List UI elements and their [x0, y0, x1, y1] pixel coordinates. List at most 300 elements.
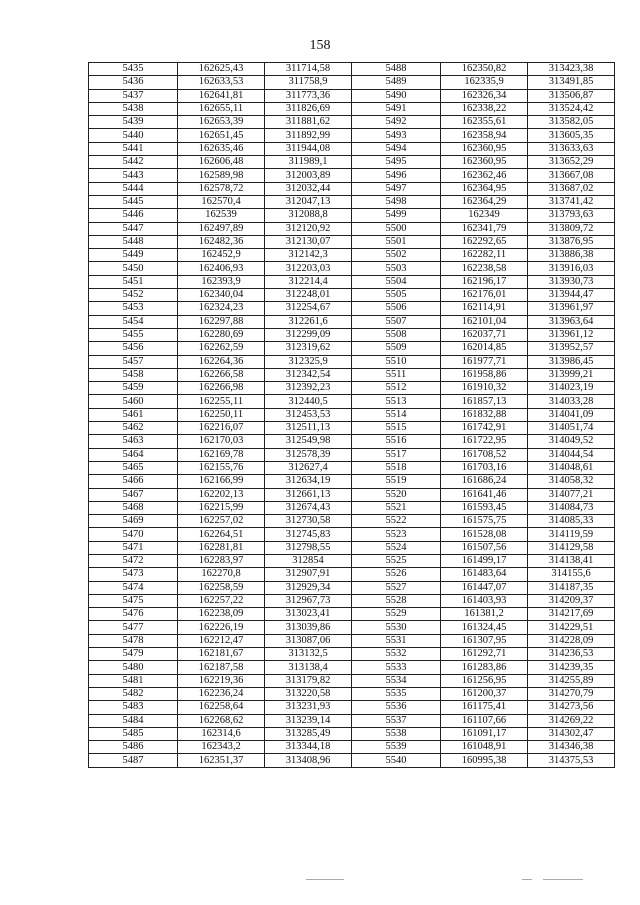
table-row	[89, 448, 615, 461]
point-number-right: 5538	[352, 727, 441, 740]
y-coordinate-left: 313285,49	[265, 727, 352, 740]
table-row	[89, 435, 615, 448]
x-coordinate-left: 162181,67	[178, 648, 265, 661]
point-number-right: 5503	[352, 262, 441, 275]
y-coordinate-left: 312730,58	[265, 515, 352, 528]
y-coordinate-right: 314155,6	[528, 568, 615, 581]
point-number-left: 5473	[89, 568, 178, 581]
table-row	[89, 182, 615, 195]
x-coordinate-left: 162633,53	[178, 76, 265, 89]
point-number-left: 5447	[89, 222, 178, 235]
x-coordinate-right: 161256,95	[441, 674, 528, 687]
y-coordinate-left: 312032,44	[265, 182, 352, 195]
x-coordinate-left: 162212,47	[178, 634, 265, 647]
x-coordinate-right: 161593,45	[441, 501, 528, 514]
y-coordinate-right: 314033,28	[528, 395, 615, 408]
x-coordinate-left: 162393,9	[178, 275, 265, 288]
y-coordinate-right: 313423,38	[528, 63, 615, 76]
y-coordinate-right: 314187,35	[528, 581, 615, 594]
y-coordinate-right: 314269,22	[528, 714, 615, 727]
x-coordinate-right: 162355,61	[441, 116, 528, 129]
x-coordinate-right: 162338,22	[441, 102, 528, 115]
table-row	[89, 249, 615, 262]
point-number-right: 5530	[352, 621, 441, 634]
point-number-left: 5457	[89, 355, 178, 368]
y-coordinate-left: 312661,13	[265, 488, 352, 501]
x-coordinate-right: 162349	[441, 209, 528, 222]
point-number-left: 5459	[89, 382, 178, 395]
y-coordinate-right: 313667,08	[528, 169, 615, 182]
point-number-right: 5524	[352, 541, 441, 554]
x-coordinate-right: 162362,46	[441, 169, 528, 182]
y-coordinate-right: 314228,09	[528, 634, 615, 647]
x-coordinate-left: 162264,51	[178, 528, 265, 541]
x-coordinate-right: 161499,17	[441, 554, 528, 567]
y-coordinate-right: 314229,51	[528, 621, 615, 634]
table-row	[89, 594, 615, 607]
x-coordinate-right: 162101,04	[441, 315, 528, 328]
x-coordinate-right: 161175,41	[441, 701, 528, 714]
y-coordinate-right: 314085,33	[528, 515, 615, 528]
table-row	[89, 528, 615, 541]
table-row	[89, 142, 615, 155]
x-coordinate-left: 162250,11	[178, 408, 265, 421]
point-number-right: 5522	[352, 515, 441, 528]
point-number-right: 5489	[352, 76, 441, 89]
x-coordinate-left: 162651,45	[178, 129, 265, 142]
x-coordinate-left: 162452,9	[178, 249, 265, 262]
x-coordinate-right: 161307,95	[441, 634, 528, 647]
x-coordinate-left: 162266,58	[178, 368, 265, 381]
y-coordinate-right: 313930,73	[528, 275, 615, 288]
x-coordinate-left: 162266,98	[178, 382, 265, 395]
x-coordinate-left: 162641,81	[178, 89, 265, 102]
point-number-left: 5464	[89, 448, 178, 461]
point-number-left: 5445	[89, 195, 178, 208]
x-coordinate-left: 162258,64	[178, 701, 265, 714]
point-number-left: 5472	[89, 554, 178, 567]
x-coordinate-right: 162326,34	[441, 89, 528, 102]
x-coordinate-left: 162202,13	[178, 488, 265, 501]
y-coordinate-left: 311881,62	[265, 116, 352, 129]
table-row	[89, 382, 615, 395]
point-number-left: 5454	[89, 315, 178, 328]
x-coordinate-right: 162282,11	[441, 249, 528, 262]
x-coordinate-right: 162364,29	[441, 195, 528, 208]
x-coordinate-right: 162292,65	[441, 235, 528, 248]
table-row	[89, 235, 615, 248]
point-number-left: 5465	[89, 461, 178, 474]
y-coordinate-right: 313916,03	[528, 262, 615, 275]
table-row	[89, 608, 615, 621]
point-number-left: 5436	[89, 76, 178, 89]
table-row	[89, 102, 615, 115]
x-coordinate-right: 162341,79	[441, 222, 528, 235]
y-coordinate-right: 313491,85	[528, 76, 615, 89]
x-coordinate-left: 162351,37	[178, 754, 265, 767]
point-number-left: 5448	[89, 235, 178, 248]
y-coordinate-right: 313605,35	[528, 129, 615, 142]
x-coordinate-left: 162257,02	[178, 515, 265, 528]
y-coordinate-left: 312254,67	[265, 302, 352, 315]
table-row	[89, 687, 615, 700]
point-number-left: 5460	[89, 395, 178, 408]
table-row	[89, 355, 615, 368]
y-coordinate-left: 313132,5	[265, 648, 352, 661]
point-number-right: 5496	[352, 169, 441, 182]
point-number-left: 5477	[89, 621, 178, 634]
table-row	[89, 754, 615, 767]
point-number-left: 5443	[89, 169, 178, 182]
table-row	[89, 156, 615, 169]
y-coordinate-right: 313886,38	[528, 249, 615, 262]
x-coordinate-left: 162219,36	[178, 674, 265, 687]
point-number-left: 5482	[89, 687, 178, 700]
point-number-left: 5437	[89, 89, 178, 102]
point-number-left: 5435	[89, 63, 178, 76]
y-coordinate-left: 311892,99	[265, 129, 352, 142]
point-number-right: 5490	[352, 89, 441, 102]
point-number-left: 5455	[89, 328, 178, 341]
y-coordinate-left: 312299,09	[265, 328, 352, 341]
table-row	[89, 568, 615, 581]
y-coordinate-left: 312440,5	[265, 395, 352, 408]
table-row	[89, 368, 615, 381]
table-row	[89, 262, 615, 275]
x-coordinate-left: 162625,43	[178, 63, 265, 76]
point-number-left: 5461	[89, 408, 178, 421]
point-number-right: 5516	[352, 435, 441, 448]
x-coordinate-right: 161381,2	[441, 608, 528, 621]
x-coordinate-left: 162257,22	[178, 594, 265, 607]
x-coordinate-right: 161641,46	[441, 488, 528, 501]
y-coordinate-right: 314023,19	[528, 382, 615, 395]
y-coordinate-left: 311758,9	[265, 76, 352, 89]
point-number-left: 5481	[89, 674, 178, 687]
x-coordinate-left: 162155,76	[178, 461, 265, 474]
point-number-left: 5439	[89, 116, 178, 129]
point-number-left: 5469	[89, 515, 178, 528]
x-coordinate-left: 162539	[178, 209, 265, 222]
table-row	[89, 422, 615, 435]
table-row	[89, 634, 615, 647]
y-coordinate-right: 314236,53	[528, 648, 615, 661]
x-coordinate-right: 161686,24	[441, 475, 528, 488]
point-number-left: 5450	[89, 262, 178, 275]
point-number-left: 5458	[89, 368, 178, 381]
y-coordinate-left: 311826,69	[265, 102, 352, 115]
point-number-right: 5539	[352, 741, 441, 754]
x-coordinate-right: 161832,88	[441, 408, 528, 421]
x-coordinate-left: 162324,23	[178, 302, 265, 315]
y-coordinate-right: 314217,69	[528, 608, 615, 621]
point-number-right: 5512	[352, 382, 441, 395]
y-coordinate-right: 314058,32	[528, 475, 615, 488]
table-row	[89, 169, 615, 182]
y-coordinate-left: 311714,58	[265, 63, 352, 76]
y-coordinate-left: 312120,92	[265, 222, 352, 235]
point-number-right: 5534	[352, 674, 441, 687]
table-row	[89, 501, 615, 514]
y-coordinate-right: 313633,63	[528, 142, 615, 155]
point-number-right: 5536	[352, 701, 441, 714]
x-coordinate-right: 161722,95	[441, 435, 528, 448]
point-number-right: 5504	[352, 275, 441, 288]
footer-line	[543, 879, 583, 880]
point-number-right: 5506	[352, 302, 441, 315]
y-coordinate-right: 314239,35	[528, 661, 615, 674]
point-number-right: 5520	[352, 488, 441, 501]
point-number-left: 5470	[89, 528, 178, 541]
y-coordinate-right: 313582,05	[528, 116, 615, 129]
x-coordinate-left: 162166,99	[178, 475, 265, 488]
x-coordinate-right: 161483,64	[441, 568, 528, 581]
y-coordinate-left: 313023,41	[265, 608, 352, 621]
y-coordinate-left: 313344,18	[265, 741, 352, 754]
x-coordinate-right: 160995,38	[441, 754, 528, 767]
footer-marks	[0, 879, 640, 881]
x-coordinate-left: 162255,11	[178, 395, 265, 408]
y-coordinate-left: 313039,86	[265, 621, 352, 634]
x-coordinate-right: 162335,9	[441, 76, 528, 89]
x-coordinate-left: 162281,81	[178, 541, 265, 554]
point-number-right: 5492	[352, 116, 441, 129]
table-row	[89, 701, 615, 714]
table-row	[89, 395, 615, 408]
point-number-left: 5475	[89, 594, 178, 607]
y-coordinate-left: 312130,07	[265, 235, 352, 248]
table-row	[89, 209, 615, 222]
y-coordinate-left: 312634,19	[265, 475, 352, 488]
y-coordinate-left: 312453,53	[265, 408, 352, 421]
y-coordinate-left: 312325,9	[265, 355, 352, 368]
point-number-left: 5451	[89, 275, 178, 288]
y-coordinate-right: 313793,63	[528, 209, 615, 222]
x-coordinate-right: 162114,91	[441, 302, 528, 315]
y-coordinate-left: 313220,58	[265, 687, 352, 700]
x-coordinate-right: 162176,01	[441, 289, 528, 302]
y-coordinate-right: 314077,21	[528, 488, 615, 501]
point-number-left: 5487	[89, 754, 178, 767]
x-coordinate-right: 161447,07	[441, 581, 528, 594]
x-coordinate-left: 162280,69	[178, 328, 265, 341]
y-coordinate-right: 313961,12	[528, 328, 615, 341]
table-row	[89, 342, 615, 355]
x-coordinate-left: 162283,97	[178, 554, 265, 567]
y-coordinate-right: 314209,37	[528, 594, 615, 607]
y-coordinate-left: 312088,8	[265, 209, 352, 222]
y-coordinate-left: 313138,4	[265, 661, 352, 674]
y-coordinate-right: 313952,57	[528, 342, 615, 355]
y-coordinate-right: 314049,52	[528, 435, 615, 448]
point-number-right: 5502	[352, 249, 441, 262]
x-coordinate-right: 162350,82	[441, 63, 528, 76]
y-coordinate-left: 311989,1	[265, 156, 352, 169]
table-row	[89, 408, 615, 421]
x-coordinate-left: 162258,59	[178, 581, 265, 594]
x-coordinate-left: 162578,72	[178, 182, 265, 195]
y-coordinate-left: 313087,06	[265, 634, 352, 647]
point-number-right: 5493	[352, 129, 441, 142]
y-coordinate-left: 313239,14	[265, 714, 352, 727]
y-coordinate-right: 314084,73	[528, 501, 615, 514]
x-coordinate-left: 162268,62	[178, 714, 265, 727]
x-coordinate-right: 161048,91	[441, 741, 528, 754]
x-coordinate-left: 162170,03	[178, 435, 265, 448]
table-row	[89, 674, 615, 687]
y-coordinate-right: 314255,89	[528, 674, 615, 687]
x-coordinate-right: 161528,08	[441, 528, 528, 541]
x-coordinate-left: 162606,48	[178, 156, 265, 169]
point-number-right: 5488	[352, 63, 441, 76]
y-coordinate-right: 314375,53	[528, 754, 615, 767]
y-coordinate-right: 313506,87	[528, 89, 615, 102]
table-row	[89, 488, 615, 501]
y-coordinate-left: 312511,13	[265, 422, 352, 435]
point-number-right: 5509	[352, 342, 441, 355]
point-number-right: 5531	[352, 634, 441, 647]
x-coordinate-left: 162215,99	[178, 501, 265, 514]
x-coordinate-right: 162238,58	[441, 262, 528, 275]
point-number-right: 5521	[352, 501, 441, 514]
x-coordinate-right: 161507,56	[441, 541, 528, 554]
y-coordinate-left: 311944,08	[265, 142, 352, 155]
x-coordinate-right: 161091,17	[441, 727, 528, 740]
point-number-right: 5499	[352, 209, 441, 222]
table-row	[89, 116, 615, 129]
point-number-left: 5463	[89, 435, 178, 448]
x-coordinate-right: 161742,91	[441, 422, 528, 435]
y-coordinate-left: 311773,36	[265, 89, 352, 102]
point-number-left: 5486	[89, 741, 178, 754]
y-coordinate-right: 313741,42	[528, 195, 615, 208]
point-number-left: 5468	[89, 501, 178, 514]
table-row	[89, 63, 615, 76]
point-number-right: 5510	[352, 355, 441, 368]
point-number-right: 5519	[352, 475, 441, 488]
point-number-left: 5441	[89, 142, 178, 155]
point-number-right: 5513	[352, 395, 441, 408]
table-row	[89, 222, 615, 235]
x-coordinate-left: 162314,6	[178, 727, 265, 740]
x-coordinate-left: 162406,93	[178, 262, 265, 275]
y-coordinate-left: 313408,96	[265, 754, 352, 767]
x-coordinate-left: 162655,11	[178, 102, 265, 115]
y-coordinate-right: 314273,56	[528, 701, 615, 714]
point-number-right: 5540	[352, 754, 441, 767]
point-number-left: 5485	[89, 727, 178, 740]
point-number-right: 5491	[352, 102, 441, 115]
x-coordinate-right: 162364,95	[441, 182, 528, 195]
y-coordinate-left: 312929,34	[265, 581, 352, 594]
x-coordinate-right: 161977,71	[441, 355, 528, 368]
table-row	[89, 661, 615, 674]
y-coordinate-right: 313963,64	[528, 315, 615, 328]
table-row	[89, 727, 615, 740]
x-coordinate-right: 161200,37	[441, 687, 528, 700]
table-row	[89, 289, 615, 302]
point-number-left: 5438	[89, 102, 178, 115]
point-number-right: 5515	[352, 422, 441, 435]
y-coordinate-left: 312745,83	[265, 528, 352, 541]
x-coordinate-left: 162343,2	[178, 741, 265, 754]
point-number-right: 5517	[352, 448, 441, 461]
point-number-left: 5444	[89, 182, 178, 195]
point-number-right: 5526	[352, 568, 441, 581]
y-coordinate-right: 314048,61	[528, 461, 615, 474]
y-coordinate-right: 313524,42	[528, 102, 615, 115]
y-coordinate-right: 314270,79	[528, 687, 615, 700]
table-row	[89, 621, 615, 634]
point-number-left: 5442	[89, 156, 178, 169]
y-coordinate-right: 314129,58	[528, 541, 615, 554]
y-coordinate-right: 313961,97	[528, 302, 615, 315]
x-coordinate-left: 162482,36	[178, 235, 265, 248]
x-coordinate-right: 161958,86	[441, 368, 528, 381]
x-coordinate-left: 162226,19	[178, 621, 265, 634]
x-coordinate-left: 162570,4	[178, 195, 265, 208]
point-number-right: 5500	[352, 222, 441, 235]
y-coordinate-left: 312392,23	[265, 382, 352, 395]
table-row	[89, 275, 615, 288]
x-coordinate-right: 161403,93	[441, 594, 528, 607]
y-coordinate-left: 312214,4	[265, 275, 352, 288]
y-coordinate-left: 312907,91	[265, 568, 352, 581]
point-number-left: 5479	[89, 648, 178, 661]
y-coordinate-left: 312854	[265, 554, 352, 567]
point-number-right: 5497	[352, 182, 441, 195]
x-coordinate-right: 161324,45	[441, 621, 528, 634]
x-coordinate-right: 161107,66	[441, 714, 528, 727]
point-number-left: 5446	[89, 209, 178, 222]
y-coordinate-left: 312248,01	[265, 289, 352, 302]
y-coordinate-right: 314044,54	[528, 448, 615, 461]
table-row	[89, 76, 615, 89]
coordinates-table-body	[89, 63, 615, 768]
point-number-right: 5535	[352, 687, 441, 700]
x-coordinate-left: 162187,58	[178, 661, 265, 674]
y-coordinate-right: 314041,09	[528, 408, 615, 421]
point-number-right: 5523	[352, 528, 441, 541]
x-coordinate-right: 162360,95	[441, 142, 528, 155]
y-coordinate-right: 314346,38	[528, 741, 615, 754]
y-coordinate-right: 314138,41	[528, 554, 615, 567]
point-number-right: 5498	[352, 195, 441, 208]
point-number-right: 5532	[352, 648, 441, 661]
coordinates-table	[88, 62, 615, 768]
x-coordinate-right: 161575,75	[441, 515, 528, 528]
point-number-right: 5518	[352, 461, 441, 474]
y-coordinate-left: 312203,03	[265, 262, 352, 275]
y-coordinate-right: 313687,02	[528, 182, 615, 195]
point-number-right: 5508	[352, 328, 441, 341]
point-number-left: 5474	[89, 581, 178, 594]
x-coordinate-left: 162653,39	[178, 116, 265, 129]
table-row	[89, 554, 615, 567]
table-row	[89, 648, 615, 661]
y-coordinate-right: 313986,45	[528, 355, 615, 368]
x-coordinate-right: 161708,52	[441, 448, 528, 461]
table-row	[89, 541, 615, 554]
point-number-right: 5507	[352, 315, 441, 328]
table-row	[89, 302, 615, 315]
x-coordinate-right: 162014,85	[441, 342, 528, 355]
table-row	[89, 475, 615, 488]
x-coordinate-left: 162497,89	[178, 222, 265, 235]
x-coordinate-right: 162037,71	[441, 328, 528, 341]
point-number-right: 5528	[352, 594, 441, 607]
table-row	[89, 515, 615, 528]
